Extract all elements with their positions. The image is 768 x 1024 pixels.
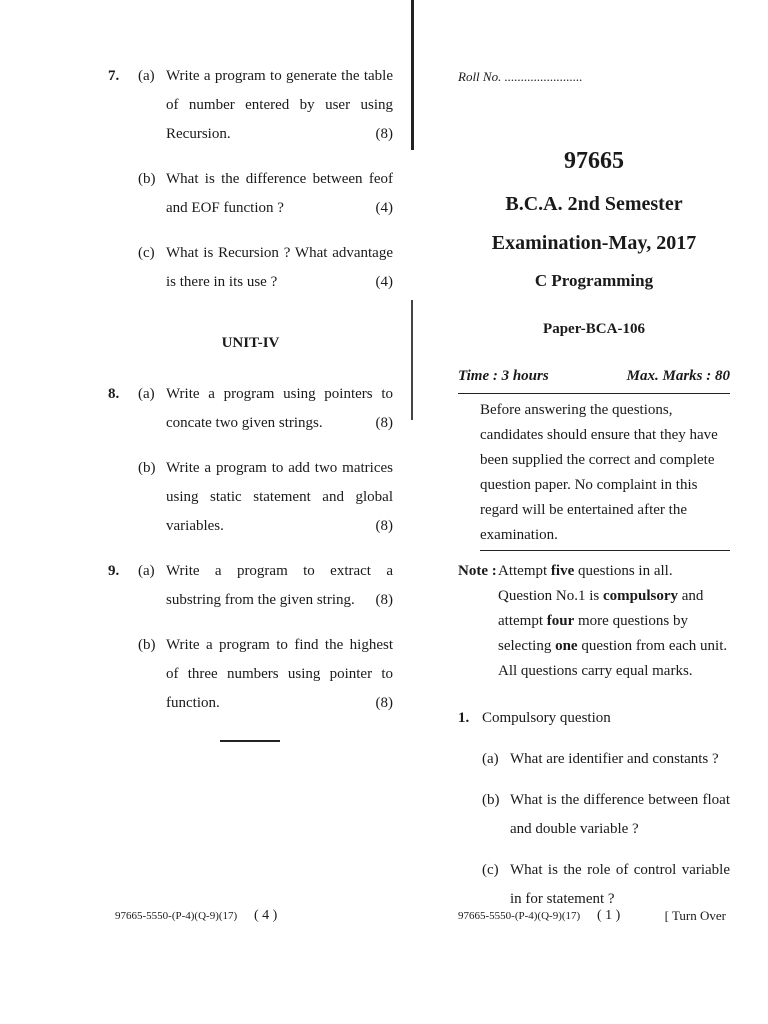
question-7b	[138, 165, 393, 223]
question-number: 7.	[108, 68, 120, 84]
part-label: (a)	[138, 68, 155, 84]
roll-number: Roll No. ........................	[458, 69, 583, 84]
question-text: Write a program to generate the table of number entered by user using Recursion.	[166, 68, 393, 142]
footer-page-number: ( 1 )	[596, 908, 621, 923]
question-title: Compulsory question	[482, 710, 611, 726]
part-label: (b)	[138, 171, 156, 187]
marks: (8)	[375, 592, 393, 608]
question-9a	[108, 557, 393, 615]
question-text: Write a program to find the highest of three numbers using pointer to function.	[166, 637, 393, 711]
part-label: (a)	[138, 386, 155, 402]
question-text: Write a program to add two matrices using static statement and global variables.	[166, 460, 393, 534]
question-text: What is Recursion ? What advantage is there in its use ?	[166, 245, 393, 290]
course-title: B.C.A. 2nd Semester	[505, 193, 683, 215]
question-1c	[482, 856, 730, 914]
question-1a	[482, 745, 730, 774]
note-text: Attempt five questions in all. Question No.1 is compulsory and attempt four more questions by selecting one question from each unit. All questions carry equal marks.	[498, 563, 728, 679]
footer-code: 97665-5550-(P-4)(Q-9)(17)	[115, 910, 238, 922]
part-label: (b)	[138, 460, 156, 476]
marks: (4)	[375, 274, 393, 290]
fold-line	[411, 0, 414, 150]
marks: (8)	[375, 695, 393, 711]
note-label: Note :	[458, 563, 497, 579]
question-7c	[138, 239, 393, 297]
marks: (8)	[375, 518, 393, 534]
question-text: What is the difference between float and double variable ?	[510, 792, 730, 837]
question-number: 1.	[458, 710, 470, 726]
question-text: What is the difference between feof and EOF function ?	[166, 171, 393, 216]
question-text: Write a program to extract a substring from the given string.	[166, 563, 393, 608]
footer-code: 97665-5550-(P-4)(Q-9)(17)	[458, 910, 581, 922]
question-number: 8.	[108, 386, 120, 402]
right-footer	[458, 908, 726, 924]
footer-page-number: ( 4 )	[253, 908, 278, 923]
max-marks: Max. Marks : 80	[626, 368, 730, 384]
left-footer	[115, 908, 277, 924]
marks: (4)	[375, 200, 393, 216]
part-label: (a)	[138, 563, 155, 579]
exam-title: Examination-May, 2017	[491, 232, 697, 254]
part-label: (b)	[482, 792, 500, 808]
time-allowed: Time : 3 hours	[458, 368, 549, 384]
right-page	[458, 62, 730, 914]
marks: (8)	[375, 415, 393, 431]
paper-number: Paper-BCA-106	[543, 321, 645, 337]
question-7a	[108, 62, 393, 149]
time-marks-row	[458, 362, 730, 394]
part-label: (c)	[482, 862, 499, 878]
question-text: Write a program using pointers to concate two given strings.	[166, 386, 393, 431]
question-text: What are identifier and constants ?	[510, 751, 719, 767]
question-8a	[108, 380, 393, 438]
part-label: (b)	[138, 637, 156, 653]
subject-title: C Programming	[534, 271, 654, 290]
question-1	[458, 704, 730, 733]
question-8b	[138, 454, 393, 541]
question-text: What is the role of control variable in for statement ?	[510, 862, 730, 907]
instructions: Before answering the questions, candidates should ensure that they have been supplied the correct and complete question paper. No complaint in this regard will be entertained after the examination.	[480, 398, 730, 551]
question-9b	[138, 631, 393, 718]
end-rule	[220, 740, 280, 742]
note	[458, 559, 730, 684]
question-number: 9.	[108, 563, 120, 579]
paper-code: 97665	[564, 148, 624, 174]
left-page	[108, 62, 393, 742]
turn-over: [ Turn Over	[664, 908, 726, 923]
part-label: (a)	[482, 751, 499, 767]
unit-heading: UNIT-IV	[221, 335, 280, 351]
part-label: (c)	[138, 245, 155, 261]
marks: (8)	[375, 126, 393, 142]
question-1b	[482, 786, 730, 844]
fold-line	[411, 300, 413, 420]
